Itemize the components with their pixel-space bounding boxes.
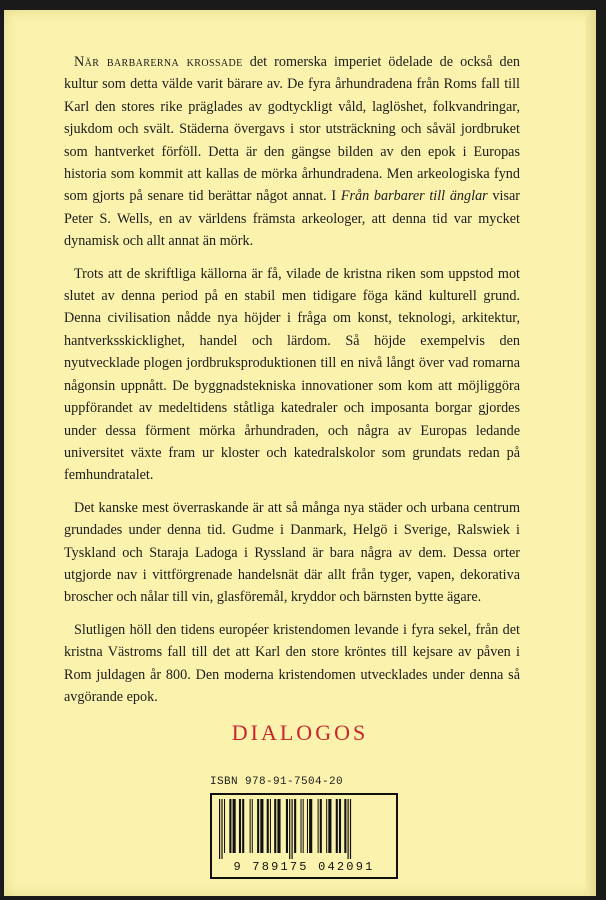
barcode-bar (289, 799, 290, 859)
barcode-bar (233, 799, 236, 853)
barcode-bar (303, 799, 304, 853)
lead-smallcaps: När barbarerna krossade (74, 54, 243, 70)
barcode-bar (229, 799, 231, 853)
barcode-block (210, 775, 398, 879)
barcode-bar (320, 799, 322, 853)
isbn-label: ISBN 978-91-7504-20 (210, 776, 344, 788)
barcode-bar (252, 799, 253, 853)
back-cover (4, 10, 596, 896)
barcode-bar (270, 799, 271, 853)
barcode-bar (250, 799, 251, 853)
barcode-digits: 9 789175 042091 (233, 860, 375, 874)
barcode-bar (267, 799, 269, 853)
barcode-bar (257, 799, 259, 853)
barcode-bar (277, 799, 280, 853)
blurb-paragraph-3: Det kanske mest överraskande är att så många nya städer och urbana centrum grundades under denna tid. Gudme i Danmark, Helgö i Sverige, Ralswiek i Tyskland och Staraja Ladoga i Ryssland är bara några av dem. Dessa orter utgjorde nav i vittförgrenade handelsnät där allt från tyger, vapen, dekorativa broscher och nålar till vin, glasföremål, kryddor och bärnsten bytte ägare. (64, 499, 520, 606)
barcode-bar (309, 799, 312, 853)
barcode-bar (350, 799, 351, 859)
blurb-paragraph-1: När barbarerna krossade det romerska imperiet ödelade de också den kultur som detta välde varit bärare av. De fyra århundradena från Roms fall till Karl den stores rike präglades av godtyckligt våld, laglöshet, folkvandringar, sjukdom och svält. Städerna övergavs i stor utsträckning och såväl jordbruket som hantverket förföll. Detta är den gängse bilden av den epok i Europas historia som kommit att kallas de mörka århundradena. Men arkeologiska fynd som gjorts på senare tid berättar något annat. I Från barbarer till änglar visar Peter S. Wells, en av världens främsta arkeologer, att denna tid var mycket dynamisk och allt annat än mörk. (64, 54, 520, 250)
barcode-bar (294, 799, 296, 853)
publisher-name: DIALOGOS (231, 720, 369, 745)
barcode-bar (242, 799, 244, 853)
barcode-bars (217, 799, 389, 859)
blurb-paragraph-4: Slutligen höll den tidens européer kristendomen levande i fyra sekel, från det kristna Västroms fall till det att Karl den store kröntes till kejsare av påven i Rom juldagen år 800. Den moderna kristendomen utvecklades under denna så avgörande epok. (64, 621, 520, 705)
book-title: Från barbarer till änglar (340, 188, 488, 205)
barcode-bar (326, 799, 327, 853)
barcode-bar (318, 799, 319, 853)
barcode-bar (286, 799, 288, 853)
barcode-bar (328, 799, 331, 853)
barcode-frame (210, 793, 398, 879)
barcode-bar (239, 799, 241, 853)
barcode-bar (224, 799, 225, 853)
barcode-bar (292, 799, 293, 859)
spine-edge (586, 10, 596, 896)
barcode-bar (274, 799, 276, 853)
barcode-bar (348, 799, 349, 859)
barcode-bar (260, 799, 263, 853)
blurb-paragraph-2: Trots att de skriftliga källorna är få, vilade de kristna riken som uppstod mot slutet av denna period på en stabil men tidigare föga känd kulturell grund. Denna civilisation nådde nya höjder i fråga om konst, teknologi, arkitektur, hantverksskicklighet, handel och lärdom. Så höjde exempelvis den nyutvecklade plogen jordbruksproduktionen till en nivå långt över vad romarna någonsin uppnått. De byggnadstekniska innovationer som kom att möjliggöra uppförandet av medeltidens ståtliga katedraler och imposanta borgar gjordes under dessa förment mörka århundraden, och några av Europas ledande universitet växte fram ur kloster och katedralskolor som grundats redan på femhundratalet. (64, 265, 520, 484)
barcode-bar (307, 799, 308, 853)
barcode-bar (219, 799, 220, 859)
barcode-bar (301, 799, 302, 853)
blurb-text (64, 51, 520, 708)
barcode-bar (339, 799, 341, 853)
barcode-bar (221, 799, 222, 859)
barcode-bar (344, 799, 346, 853)
barcode-bar (336, 799, 338, 853)
